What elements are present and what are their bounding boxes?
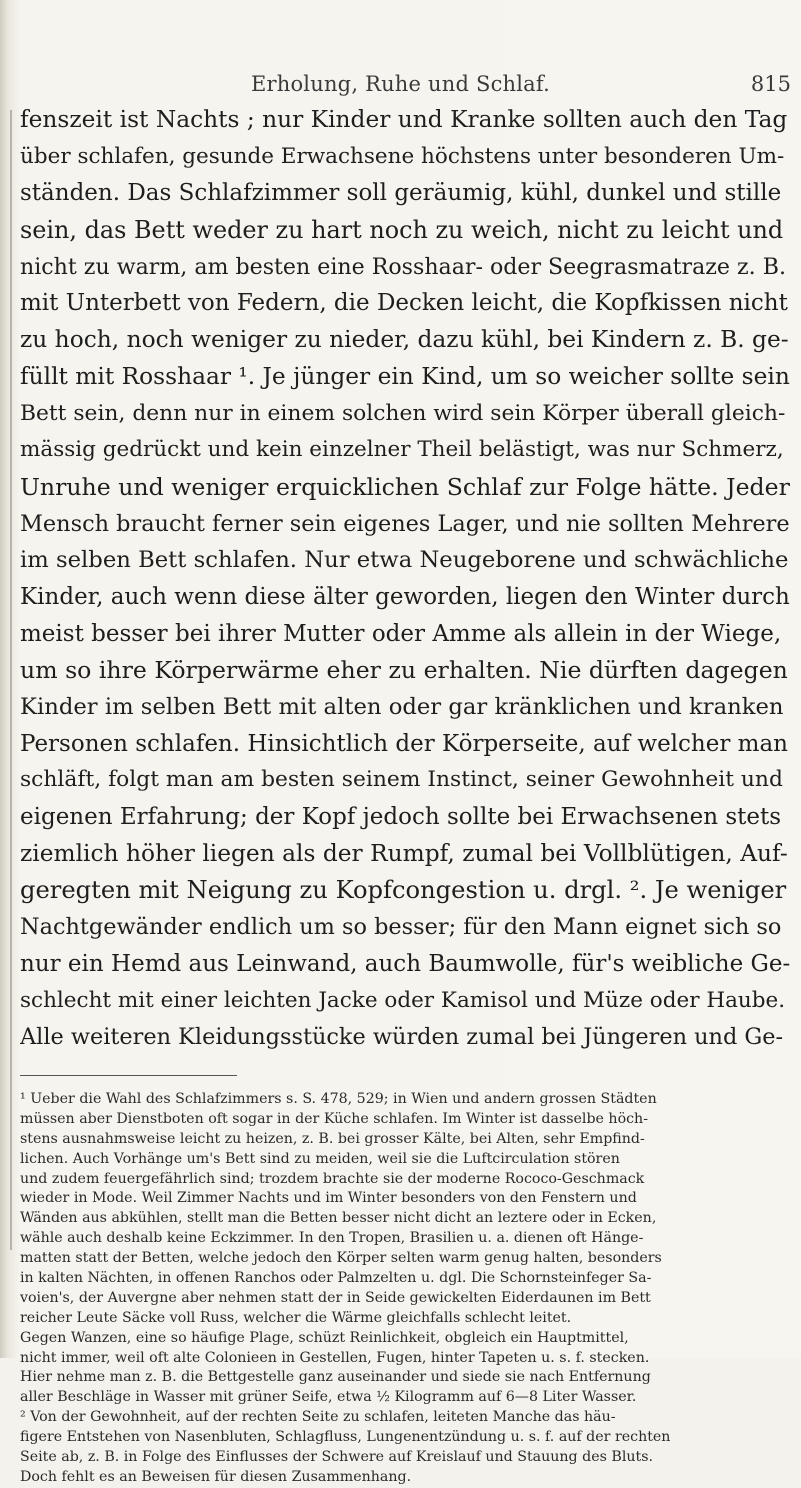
text-line: Bett sein, denn nur in einem solchen wird sein Körper überall gleich- (20, 400, 786, 426)
main-text (20, 102, 790, 1056)
text-line: nur ein Hemd aus Leinwand, auch Baumwolle, für's weibliche Ge- (20, 950, 790, 977)
text-line: nicht zu warm, am besten eine Rosshaar- oder Seegrasmatraze z. B. (20, 253, 786, 280)
footnote-line: müssen aber Dienstboten oft sogar in der Küche schlafen. Im Winter ist dasselbe höch- (20, 1110, 648, 1127)
footnote-line: stens ausnahmsweise leicht zu heizen, z. B. bei grosser Kälte, bei Alten, sehr Empfind- (20, 1130, 645, 1147)
footnote-line: und zudem feuergefährlich sind; trozdem brachte sie der moderne Rococo-Geschmack (20, 1170, 645, 1187)
text-line: um so ihre Körperwärme eher zu erhalten. Nie dürften dagegen (20, 656, 788, 685)
text-line: füllt mit Rosshaar ¹. Je jünger ein Kind, um so weicher sollte sein (20, 362, 790, 390)
footnote-line: Doch fehlt es an Beweisen für diesen Zusammenhang. (20, 1468, 412, 1485)
text-line: Mensch braucht ferner sein eigenes Lager, und nie sollten Mehrere (20, 510, 790, 537)
text-line: ziemlich höher liegen als der Rumpf, zumal bei Vollblütigen, Auf- (20, 839, 788, 867)
footnote-line: ¹ Ueber die Wahl des Schlafzimmers s. S. 478, 529; in Wien und andern grossen Städten (20, 1091, 657, 1107)
text-line: mässig gedrückt und kein einzelner Theil belästigt, was nur Schmerz, (20, 437, 784, 463)
text-line: schläft, folgt man am besten seinem Instinct, seiner Gewohnheit und (20, 767, 783, 793)
text-line: meist besser bei ihrer Mutter oder Amme als allein in der Wiege, (20, 620, 782, 647)
text-line: im selben Bett schlafen. Nur etwa Neugeborene und schwächliche (20, 547, 789, 574)
text-line: Kinder, auch wenn diese älter geworden, liegen den Winter durch (20, 583, 790, 610)
text-line: eigenen Erfahrung; der Kopf jedoch sollte bei Erwachsenen stets (20, 804, 782, 831)
text-line: schlecht mit einer leichten Jacke oder Kamisol und Müze oder Haube. (20, 987, 786, 1013)
footnote-separator (20, 1075, 237, 1076)
text-line: sein, das Bett weder zu hart noch zu weich, nicht zu leicht und (20, 216, 784, 245)
text-line: Personen schlafen. Hinsichtlich der Körperseite, auf welcher man (20, 730, 788, 757)
footnote-line: Gegen Wanzen, eine so häufige Plage, schüzt Reinlichkeit, obgleich ein Hauptmittel, (20, 1329, 629, 1346)
running-title: Erholung, Ruhe und Schlaf. (250, 72, 551, 96)
text-line: Unruhe und weniger erquicklichen Schlaf zur Folge hätte. Jeder (20, 472, 790, 501)
text-line: geregten mit Neigung zu Kopfcongestion u. drgl. ². Je weniger (20, 876, 787, 905)
footnote-line: lichen. Auch Vorhänge um's Bett sind zu meiden, weil sie die Luftcirculation stören (20, 1150, 620, 1167)
footnote-line: matten statt der Betten, welche jedoch den Körper selten warm genug halten, besonders (20, 1250, 662, 1267)
footnote-line: Wänden aus abkühlen, stellt man die Betten besser nicht dicht an leztere oder in Ecken, (20, 1210, 657, 1227)
text-line: ständen. Das Schlafzimmer soll geräumig, kühl, dunkel und stille (20, 180, 782, 207)
footnotes (20, 1090, 790, 1488)
footnote-line: Hier nehme man z. B. die Bettgestelle ganz auseinander und siede sie nach Entfernung (20, 1369, 651, 1386)
text-line: Nachtgewänder endlich um so besser; für den Mann eignet sich so (20, 914, 782, 941)
text-line: mit Unterbett von Federn, die Decken leicht, die Kopfkissen nicht (20, 290, 788, 317)
text-line: über schlafen, gesunde Erwachsene höchstens unter besonderen Um- (20, 143, 785, 169)
page-header (0, 42, 801, 96)
footnote-line: ² Von der Gewohnheit, auf der rechten Seite zu schlafen, leiteten Manche das häu- (20, 1409, 616, 1426)
footnote-line: wieder in Mode. Weil Zimmer Nachts und im Winter besonders von den Fenstern und (20, 1190, 637, 1207)
footnote-line: voien's, der Auvergne aber nehmen statt der in Seide gewickelten Eiderdaunen im Bett (20, 1289, 651, 1306)
page-number: 815 (750, 72, 791, 96)
footnote-line: nicht immer, weil oft alte Colonieen in Gestellen, Fugen, hinter Tapeten u. s. f. stecken. (20, 1349, 650, 1366)
text-line: zu hoch, noch weniger zu nieder, dazu kühl, bei Kindern z. B. ge- (20, 326, 789, 354)
text-line: Kinder im selben Bett mit alten oder gar kränklichen und kranken (20, 694, 784, 720)
footnote-line: wähle auch deshalb keine Eckzimmer. In den Tropen, Brasilien u. a. dienen oft Hänge- (20, 1230, 644, 1247)
footnote-line: in kalten Nächten, in offenen Ranchos oder Palmzelten u. dgl. Die Schornsteinfeger Sa- (20, 1270, 652, 1287)
footnote-line: Seite ab, z. B. in Folge des Einflusses der Schwere auf Kreislauf und Stauung des Bluts. (20, 1449, 653, 1466)
binding-shadow (10, 110, 12, 1250)
footnote-line: reicher Leute Säcke voll Russ, welcher die Wärme gleichfalls schlecht leitet. (20, 1309, 572, 1326)
text-line: Alle weiteren Kleidungsstücke würden zumal bei Jüngeren und Ge- (20, 1024, 784, 1051)
footnote-line: figere Entstehen von Nasenbluten, Schlagfluss, Lungenentzündung u. s. f. auf der rechten (20, 1429, 671, 1446)
text-line: fenszeit ist Nachts ; nur Kinder und Kranke sollten auch den Tag (20, 106, 788, 133)
footnote-line: aller Beschläge in Wasser mit grüner Seife, etwa ½ Kilogramm auf 6—8 Liter Wasser. (20, 1389, 637, 1406)
